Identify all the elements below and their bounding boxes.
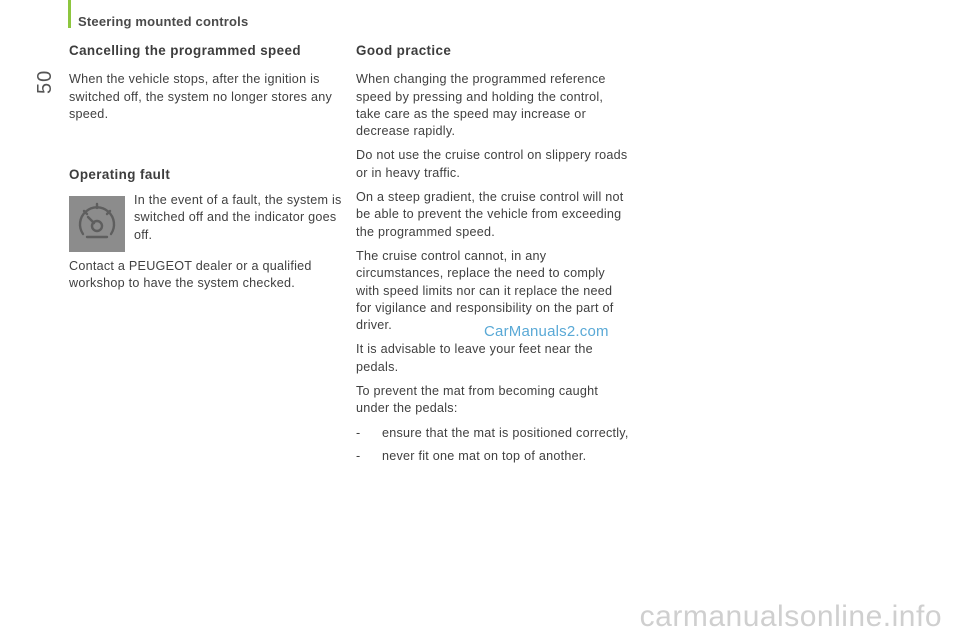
good-practice-paragraph: When changing the programmed reference speed by pressing and holding the control, take care as the speed may increase or decrease rapidly. <box>356 72 606 139</box>
cancel-body: When the vehicle stops, after the ignition is switched off, the system no longer stores any speed. <box>69 72 333 121</box>
good-practice-paragraph: To prevent the mat from becoming caught under the pedals: <box>356 384 599 416</box>
bullet-dash: - <box>356 425 361 440</box>
fault-contact-text: Contact a PEUGEOT dealer or a qualified workshop to have the system checked. <box>69 259 312 291</box>
bullet-text: never fit one mat on top of another. <box>382 448 587 463</box>
fault-section <box>69 166 344 183</box>
good-practice-heading: Good practice <box>356 43 452 58</box>
footer-watermark: carmanualsonline.info <box>639 600 942 633</box>
list-item <box>356 425 631 442</box>
page-number-wrap <box>34 70 60 100</box>
good-practice-paragraph: Do not use the cruise control on slippery roads or in heavy traffic. <box>356 148 628 180</box>
page-number: 50 <box>34 69 56 94</box>
good-practice-paragraph: On a steep gradient, the cruise control will not be able to prevent the vehicle from exceeding the programmed speed. <box>356 190 624 239</box>
cancel-section <box>69 42 344 130</box>
watermark-link[interactable]: CarManuals2.com <box>484 323 609 340</box>
fault-description: In the event of a fault, the system is switched off and the indicator goes off. <box>134 193 342 242</box>
list-item <box>356 448 631 465</box>
fault-heading: Operating fault <box>69 167 171 182</box>
good-practice-paragraph: It is advisable to leave your feet near the pedals. <box>356 342 593 374</box>
good-practice-paragraph: The cruise control cannot, in any circumstances, replace the need to comply with speed limits nor can it replace the need for vigilance and responsibility on the part of driver. <box>356 248 614 333</box>
bullet-text: ensure that the mat is positioned correctly, <box>382 425 629 440</box>
cruise-control-warning-icon <box>69 196 125 252</box>
section-title: Steering mounted controls <box>78 14 249 29</box>
bullet-dash: - <box>356 448 361 463</box>
cancel-heading: Cancelling the programmed speed <box>69 43 301 58</box>
good-practice-section <box>356 42 631 471</box>
section-accent-bar <box>68 0 71 28</box>
